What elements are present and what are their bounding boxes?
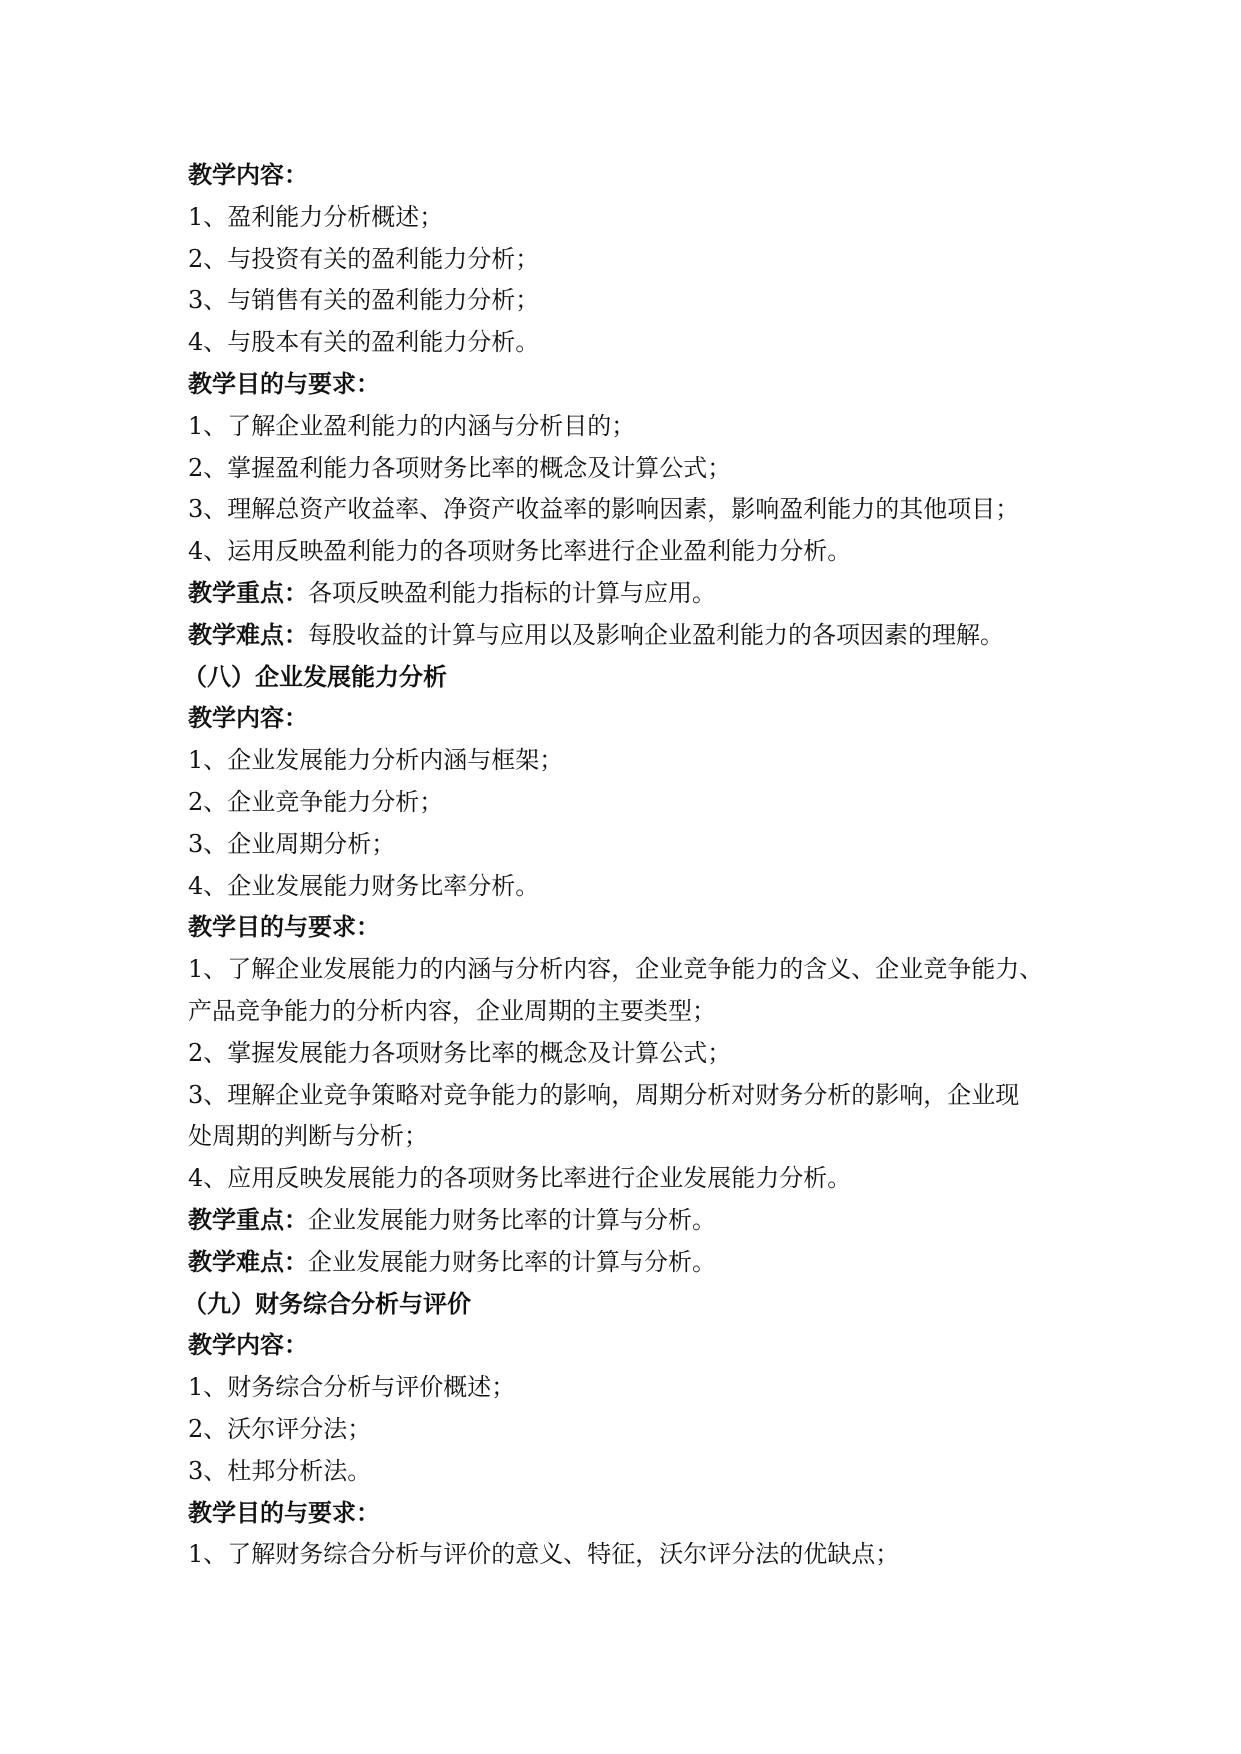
sec9-goals-label: 教学目的与要求： [188,1498,380,1527]
sec8-difficulty-label: 教学难点： [188,1247,308,1276]
list-item: 3、杜邦分析法。 [188,1456,372,1485]
list-item: 2、沃尔评分法； [188,1414,372,1443]
sec8-heading: （八）企业发展能力分析 [183,662,447,691]
sec7-goals-label: 教学目的与要求： [188,369,380,398]
sec8-content-label: 教学内容： [188,704,308,733]
list-item: 2、企业竞争能力分析； [188,787,444,816]
list-item: 1、了解财务综合分析与评价的意义、特征，沃尔评分法的优缺点； [188,1540,900,1569]
list-item: 4、企业发展能力财务比率分析。 [188,871,540,900]
list-item: 3、与销售有关的盈利能力分析； [188,286,540,315]
sec7-content-label: 教学内容： [188,161,308,189]
sec7-difficulty-label: 教学难点： [188,620,308,649]
sec8-key-text: 企业发展能力财务比率的计算与分析。 [308,1205,716,1234]
list-item: 2、掌握发展能力各项财务比率的概念及计算公式； [188,1038,732,1067]
list-item: 2、与投资有关的盈利能力分析； [188,244,540,273]
list-item: 2、掌握盈利能力各项财务比率的概念及计算公式； [188,453,732,482]
list-item: 3、企业周期分析； [188,829,396,858]
list-item-continuation: 产品竞争能力的分析内容，企业周期的主要类型； [188,996,716,1025]
list-item: 4、应用反映发展能力的各项财务比率进行企业发展能力分析。 [188,1164,852,1193]
sec8-difficulty-text: 企业发展能力财务比率的计算与分析。 [308,1247,716,1276]
list-item: 1、盈利能力分析概述； [188,202,444,231]
sec7-difficulty [188,615,1088,657]
list-item-continuation: 处周期的判断与分析； [188,1122,428,1151]
sec8-key-label: 教学重点： [188,1205,308,1234]
sec8-goals-label: 教学目的与要求： [188,913,380,942]
sec7-key-label: 教学重点： [188,578,308,607]
list-item: 4、运用反映盈利能力的各项财务比率进行企业盈利能力分析。 [188,537,852,566]
sec9-heading: （九）财务综合分析与评价 [183,1289,471,1318]
list-item: 3、理解总资产收益率、净资产收益率的影响因素，影响盈利能力的其他项目； [188,495,1020,524]
sec7-key-text: 各项反映盈利能力指标的计算与应用。 [308,578,716,607]
sec8-key-point [188,1200,1088,1242]
list-item: 4、与股本有关的盈利能力分析。 [188,328,540,357]
sec9-content-label: 教学内容： [188,1331,308,1360]
list-item: 3、理解企业竞争策略对竞争能力的影响，周期分析对财务分析的影响，企业现 [188,1080,1020,1109]
list-item: 1、财务综合分析与评价概述； [188,1373,516,1402]
sec7-key-point [188,573,1088,615]
sec8-difficulty [188,1242,1088,1284]
document-page [183,155,1088,1576]
list-item: 1、了解企业盈利能力的内涵与分析目的； [188,411,636,440]
list-item: 1、了解企业发展能力的内涵与分析内容，企业竞争能力的含义、企业竞争能力、 [188,955,1044,984]
sec7-difficulty-text: 每股收益的计算与应用以及影响企业盈利能力的各项因素的理解。 [308,620,1004,649]
list-item: 1、企业发展能力分析内涵与框架； [188,746,564,775]
